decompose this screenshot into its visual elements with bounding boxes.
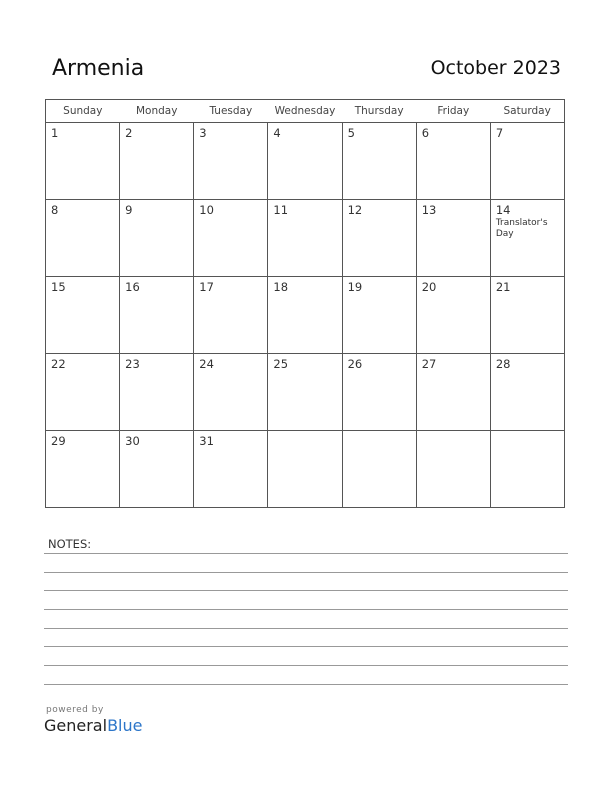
weekday-saturday: Saturday <box>490 100 564 123</box>
calendar-day-cell <box>46 200 120 277</box>
calendar-day-cell <box>120 200 194 277</box>
day-number: 27 <box>421 357 437 371</box>
day-number: 14 <box>495 203 511 217</box>
calendar-week-row <box>46 354 565 431</box>
calendar-day-cell <box>194 200 268 277</box>
brand-logo <box>44 716 142 735</box>
calendar-day-cell <box>490 431 564 508</box>
day-number: 20 <box>421 280 437 294</box>
day-number: 6 <box>421 126 430 140</box>
calendar-day-cell <box>490 200 564 277</box>
weekday-monday: Monday <box>120 100 194 123</box>
day-number <box>268 431 341 434</box>
calendar-week-row <box>46 277 565 354</box>
notes-line <box>44 609 568 610</box>
calendar-day-cell <box>342 200 416 277</box>
calendar-day-cell <box>120 431 194 508</box>
calendar-day-cell <box>194 431 268 508</box>
day-number: 5 <box>347 126 355 140</box>
calendar-day-cell <box>120 354 194 431</box>
calendar-day-cell <box>416 123 490 200</box>
calendar-day-cell <box>342 354 416 431</box>
day-number: 30 <box>125 434 140 448</box>
calendar-day-cell <box>416 431 490 508</box>
day-number: 11 <box>273 203 289 217</box>
weekday-tuesday: Tuesday <box>194 100 268 123</box>
calendar-day-cell <box>194 123 268 200</box>
day-number: 22 <box>51 357 66 371</box>
brand-blue: Blue <box>107 716 143 735</box>
weekday-thursday: Thursday <box>342 100 416 123</box>
calendar-day-cell <box>490 123 564 200</box>
day-number: 19 <box>347 280 363 294</box>
day-number: 29 <box>51 434 66 448</box>
notes-line <box>44 646 568 647</box>
month-year-title: October 2023 <box>430 57 561 79</box>
calendar-week-row <box>46 123 565 200</box>
calendar-day-cell <box>46 123 120 200</box>
calendar-grid <box>45 99 565 508</box>
day-number: 10 <box>199 203 214 217</box>
weekday-friday: Friday <box>416 100 490 123</box>
calendar-day-cell <box>268 431 342 508</box>
notes-line <box>44 572 568 573</box>
calendar-day-cell <box>268 200 342 277</box>
calendar-day-cell <box>416 200 490 277</box>
powered-by-text: powered by <box>46 705 104 715</box>
notes-label: NOTES: <box>48 537 92 551</box>
calendar-day-cell <box>416 354 490 431</box>
day-number: 12 <box>347 203 363 217</box>
day-number: 18 <box>273 280 289 294</box>
day-number: 26 <box>347 357 363 371</box>
calendar-day-cell <box>194 354 268 431</box>
calendar-day-cell <box>194 277 268 354</box>
calendar-week-row <box>46 431 565 508</box>
calendar-day-cell <box>120 277 194 354</box>
notes-line <box>44 590 568 591</box>
day-number: 13 <box>421 203 437 217</box>
calendar-day-cell <box>46 431 120 508</box>
day-number <box>491 431 564 434</box>
day-number: 9 <box>125 203 133 217</box>
weekday-header-row <box>46 100 565 123</box>
country-title: Armenia <box>52 56 145 81</box>
day-number: 17 <box>199 280 214 294</box>
calendar-day-cell <box>416 277 490 354</box>
brand-general: General <box>44 716 108 735</box>
day-number: 1 <box>51 126 59 140</box>
day-number: 28 <box>495 357 511 371</box>
notes-line <box>44 665 568 666</box>
calendar-day-cell <box>120 123 194 200</box>
day-number: 2 <box>125 126 133 140</box>
notes-line <box>44 553 568 554</box>
day-number: 7 <box>495 126 504 140</box>
day-number: 3 <box>199 126 207 140</box>
day-number: 25 <box>273 357 289 371</box>
calendar-day-cell <box>342 123 416 200</box>
day-number: 15 <box>51 280 66 294</box>
calendar-day-cell <box>46 277 120 354</box>
calendar-day-cell <box>268 277 342 354</box>
day-number: 23 <box>125 357 140 371</box>
weekday-wednesday: Wednesday <box>268 100 342 123</box>
day-number: 4 <box>273 126 281 140</box>
notes-line <box>44 684 568 685</box>
calendar-day-cell <box>268 354 342 431</box>
day-number: 31 <box>199 434 214 448</box>
calendar-day-cell <box>342 431 416 508</box>
calendar-day-cell <box>268 123 342 200</box>
day-number: 24 <box>199 357 214 371</box>
calendar-day-cell <box>490 277 564 354</box>
calendar-day-cell <box>46 354 120 431</box>
calendar-week-row <box>46 200 565 277</box>
holiday-label: Translator's Day <box>495 218 548 239</box>
day-number <box>343 431 416 434</box>
calendar-day-cell <box>490 354 564 431</box>
day-number: 16 <box>125 280 140 294</box>
day-number: 21 <box>495 280 511 294</box>
notes-line <box>44 628 568 629</box>
calendar-day-cell <box>342 277 416 354</box>
day-number <box>417 431 490 434</box>
weekday-sunday: Sunday <box>46 100 120 123</box>
day-number: 8 <box>51 203 59 217</box>
